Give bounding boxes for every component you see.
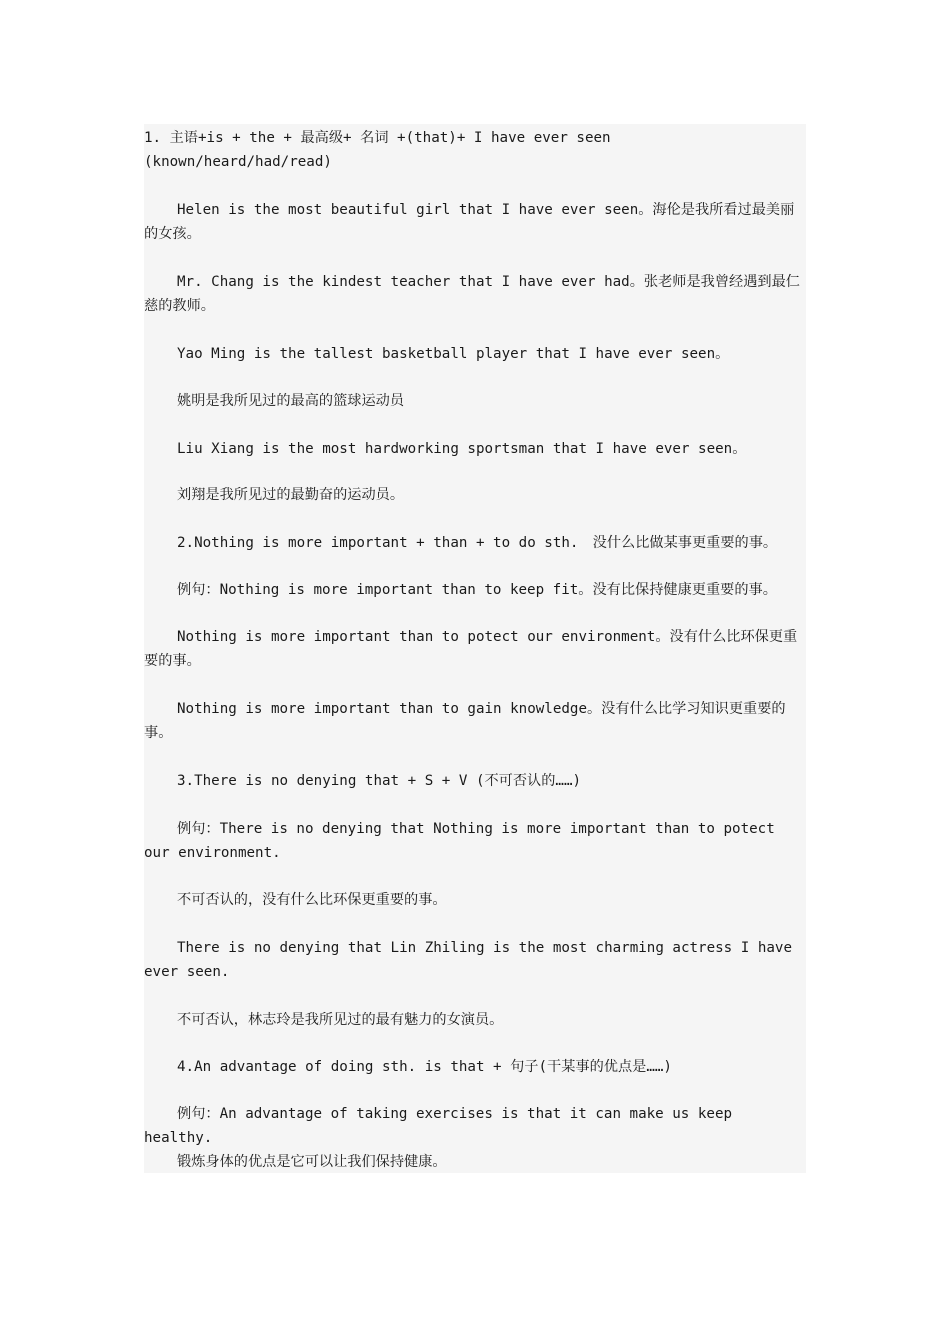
paragraph-16: 不可否认，林志玲是我所见过的最有魅力的女演员。	[177, 1012, 504, 1028]
paragraph-3: Mr. Chang is the kindest teacher that I have ever had。张老师是我曾经遇到最仁慈的教师。	[144, 274, 800, 314]
document-body	[144, 124, 806, 1173]
paragraph-12: 3.There is no denying that + S + V (不可否认的……)	[177, 773, 582, 789]
paragraph-17: 4.An advantage of doing sth. is that + 句子(干某事的优点是……)	[177, 1059, 672, 1075]
paragraph-14: 不可否认的，没有什么比环保更重要的事。	[177, 892, 447, 908]
paragraph-9: 例句：Nothing is more important than to keep fit。没有比保持健康更重要的事。	[177, 582, 777, 598]
paragraph-13: 例句：There is no denying that Nothing is more important than to potect our environment.	[144, 821, 775, 861]
paragraph-4: Yao Ming is the tallest basketball player that I have ever seen。	[177, 346, 730, 362]
paragraph-5: 姚明是我所见过的最高的篮球运动员	[177, 393, 405, 409]
paragraph-10: Nothing is more important than to potect our environment。没有什么比环保更重要的事。	[144, 629, 798, 669]
paragraph-8: 2.Nothing is more important + than + to do sth. 没什么比做某事更重要的事。	[177, 535, 778, 551]
paragraph-1: 1. 主语+is + the + 最高级+ 名词 +(that)+ I have ever seen (known/heard/had/read)	[144, 130, 611, 170]
paragraph-2: Helen is the most beautiful girl that I have ever seen。海伦是我所看过最美丽的女孩。	[144, 202, 795, 242]
paragraph-7: 刘翔是我所见过的最勤奋的运动员。	[177, 487, 405, 503]
paragraph-11: Nothing is more important than to gain knowledge。没有什么比学习知识更重要的事。	[144, 701, 786, 741]
paragraph-6: Liu Xiang is the most hardworking sportsman that I have ever seen。	[177, 441, 747, 457]
paragraph-19: 锻炼身体的优点是它可以让我们保持健康。	[177, 1154, 447, 1170]
paragraph-18: 例句：An advantage of taking exercises is that it can make us keep healthy.	[144, 1106, 733, 1146]
paragraph-15: There is no denying that Lin Zhiling is the most charming actress I have ever seen.	[144, 940, 792, 980]
